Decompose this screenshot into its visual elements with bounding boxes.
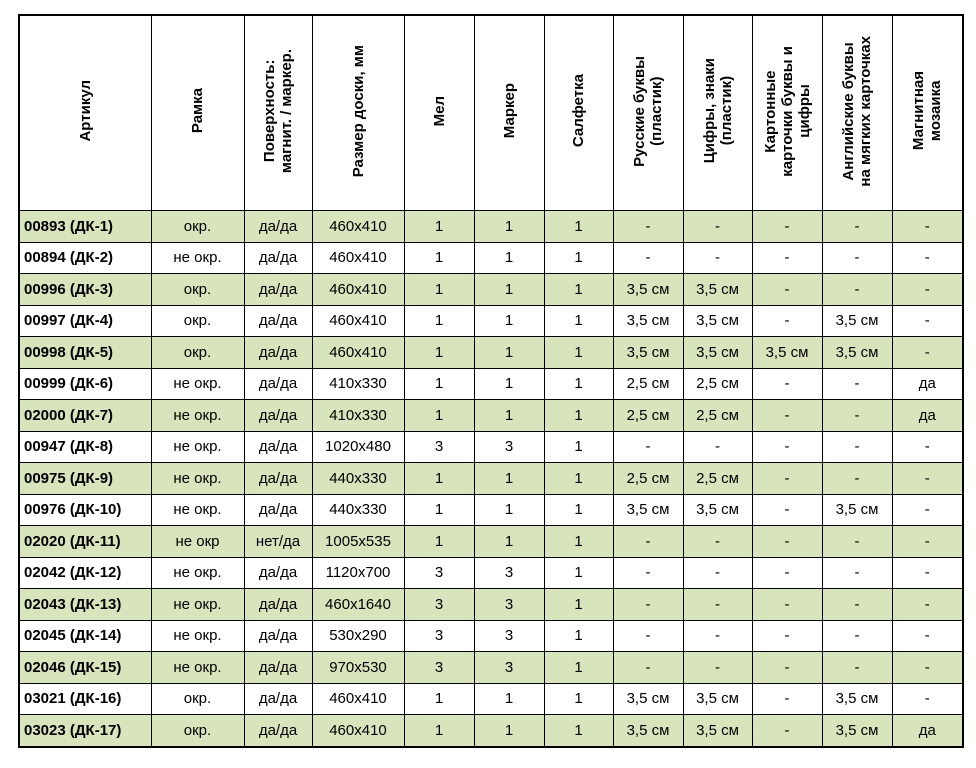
cell-marker: 3 [474,620,544,652]
cell-cardboard-cards: - [752,242,822,274]
header-label: Салфетка [570,74,587,148]
cell-cardboard-cards: - [752,589,822,621]
header-label: Картонные карточки буквы и цифры [761,45,813,177]
cell-surface: да/да [244,305,312,337]
cell-napkin: 1 [544,211,613,243]
cell-napkin: 1 [544,715,613,747]
cell-magnetic-mosaic: - [892,274,963,306]
cell-article: 02042 (ДК-12) [19,557,151,589]
cell-marker: 1 [474,683,544,715]
cell-frame: окр. [151,337,244,369]
header-col-cardboard-cards [752,15,822,211]
cell-english-letters: - [822,274,892,306]
table-row [19,400,963,432]
table-body [19,211,963,747]
header-col-marker [474,15,544,211]
cell-board-size: 1120x700 [312,557,404,589]
cell-magnetic-mosaic: - [892,526,963,558]
cell-english-letters: 3,5 см [822,715,892,747]
cell-chalk: 3 [404,589,474,621]
cell-frame: не окр. [151,463,244,495]
header-label: Размер доски, мм [349,44,367,178]
cell-board-size: 460x410 [312,274,404,306]
cell-frame: окр. [151,683,244,715]
cell-board-size: 1020x480 [312,431,404,463]
cell-cardboard-cards: - [752,400,822,432]
cell-article: 00998 (ДК-5) [19,337,151,369]
table-row [19,274,963,306]
table-row [19,589,963,621]
cell-chalk: 1 [404,337,474,369]
cell-marker: 3 [474,431,544,463]
header-label: Английские буквы на мягких карточках [840,35,874,187]
cell-magnetic-mosaic: - [892,494,963,526]
cell-digits-signs: 2,5 см [683,368,752,400]
cell-surface: да/да [244,683,312,715]
cell-article: 02045 (ДК-14) [19,620,151,652]
cell-board-size: 460x410 [312,337,404,369]
cell-chalk: 1 [404,274,474,306]
cell-frame: не окр. [151,400,244,432]
cell-napkin: 1 [544,463,613,495]
cell-surface: да/да [244,211,312,243]
cell-board-size: 1005x535 [312,526,404,558]
cell-cardboard-cards: - [752,274,822,306]
cell-marker: 1 [474,242,544,274]
cell-frame: не окр. [151,494,244,526]
cell-magnetic-mosaic: - [892,337,963,369]
header-label: Рамка [189,88,206,134]
cell-chalk: 1 [404,305,474,337]
cell-article: 02046 (ДК-15) [19,652,151,684]
cell-magnetic-mosaic: - [892,557,963,589]
cell-napkin: 1 [544,368,613,400]
cell-english-letters: 3,5 см [822,683,892,715]
cell-article: 03023 (ДК-17) [19,715,151,747]
cell-article: 00997 (ДК-4) [19,305,151,337]
cell-board-size: 460x410 [312,683,404,715]
cell-frame: не окр [151,526,244,558]
cell-marker: 1 [474,368,544,400]
cell-chalk: 1 [404,368,474,400]
header-label: Русские буквы (пластик) [631,55,665,167]
header-col-napkin [544,15,613,211]
cell-chalk: 1 [404,683,474,715]
cell-napkin: 1 [544,274,613,306]
cell-article: 03021 (ДК-16) [19,683,151,715]
cell-russian-letters: - [613,242,683,274]
cell-article: 02020 (ДК-11) [19,526,151,558]
cell-marker: 1 [474,494,544,526]
cell-surface: да/да [244,400,312,432]
cell-surface: да/да [244,242,312,274]
cell-cardboard-cards: - [752,715,822,747]
table-row [19,337,963,369]
cell-digits-signs: - [683,211,752,243]
header-col-english-letters [822,15,892,211]
cell-russian-letters: 2,5 см [613,463,683,495]
cell-marker: 3 [474,589,544,621]
cell-napkin: 1 [544,589,613,621]
cell-russian-letters: 3,5 см [613,715,683,747]
cell-digits-signs: - [683,652,752,684]
header-row [19,15,963,211]
cell-digits-signs: - [683,589,752,621]
table-row [19,368,963,400]
cell-russian-letters: 2,5 см [613,400,683,432]
cell-surface: да/да [244,557,312,589]
cell-english-letters: - [822,368,892,400]
cell-russian-letters: 3,5 см [613,494,683,526]
table-header [19,15,963,211]
cell-magnetic-mosaic: - [892,683,963,715]
cell-napkin: 1 [544,242,613,274]
cell-english-letters: - [822,242,892,274]
table-row [19,242,963,274]
cell-english-letters: - [822,652,892,684]
cell-article: 00947 (ДК-8) [19,431,151,463]
cell-english-letters: - [822,620,892,652]
cell-napkin: 1 [544,431,613,463]
cell-napkin: 1 [544,557,613,589]
header-col-frame [151,15,244,211]
cell-frame: не окр. [151,589,244,621]
cell-article: 00894 (ДК-2) [19,242,151,274]
cell-board-size: 440x330 [312,463,404,495]
cell-surface: да/да [244,274,312,306]
cell-article: 00893 (ДК-1) [19,211,151,243]
cell-cardboard-cards: - [752,683,822,715]
table-row [19,494,963,526]
cell-digits-signs: 2,5 см [683,463,752,495]
cell-english-letters: - [822,211,892,243]
cell-marker: 1 [474,274,544,306]
cell-chalk: 3 [404,620,474,652]
cell-cardboard-cards: - [752,431,822,463]
cell-marker: 1 [474,305,544,337]
table-row [19,211,963,243]
table-row [19,652,963,684]
cell-chalk: 1 [404,494,474,526]
cell-digits-signs: 3,5 см [683,305,752,337]
cell-english-letters: 3,5 см [822,337,892,369]
cell-russian-letters: - [613,557,683,589]
header-label: Поверхность: магнит. / маркер. [261,48,295,174]
cell-digits-signs: - [683,242,752,274]
table-row [19,526,963,558]
cell-english-letters: - [822,557,892,589]
cell-napkin: 1 [544,683,613,715]
cell-board-size: 970x530 [312,652,404,684]
cell-russian-letters: 3,5 см [613,274,683,306]
cell-russian-letters: 3,5 см [613,337,683,369]
cell-article: 00975 (ДК-9) [19,463,151,495]
cell-surface: да/да [244,652,312,684]
cell-surface: да/да [244,431,312,463]
cell-magnetic-mosaic: да [892,368,963,400]
cell-russian-letters: - [613,526,683,558]
table-row [19,715,963,747]
cell-board-size: 460x1640 [312,589,404,621]
cell-article: 02000 (ДК-7) [19,400,151,432]
cell-napkin: 1 [544,305,613,337]
cell-marker: 1 [474,337,544,369]
cell-board-size: 530x290 [312,620,404,652]
cell-board-size: 460x410 [312,305,404,337]
cell-chalk: 1 [404,211,474,243]
table-row [19,620,963,652]
cell-frame: окр. [151,274,244,306]
cell-russian-letters: - [613,620,683,652]
cell-digits-signs: 3,5 см [683,683,752,715]
cell-board-size: 460x410 [312,242,404,274]
table-row [19,305,963,337]
cell-board-size: 410x330 [312,368,404,400]
cell-frame: окр. [151,305,244,337]
table-row [19,431,963,463]
cell-digits-signs: - [683,431,752,463]
cell-magnetic-mosaic: - [892,620,963,652]
header-col-surface [244,15,312,211]
cell-cardboard-cards: - [752,652,822,684]
cell-english-letters: 3,5 см [822,494,892,526]
cell-russian-letters: - [613,589,683,621]
cell-napkin: 1 [544,337,613,369]
cell-digits-signs: - [683,557,752,589]
cell-magnetic-mosaic: - [892,211,963,243]
cell-frame: не окр. [151,431,244,463]
cell-board-size: 460x410 [312,715,404,747]
cell-cardboard-cards: - [752,620,822,652]
cell-english-letters: 3,5 см [822,305,892,337]
cell-cardboard-cards: - [752,526,822,558]
cell-digits-signs: 3,5 см [683,337,752,369]
header-col-magnetic-mosaic [892,15,963,211]
cell-cardboard-cards: 3,5 см [752,337,822,369]
cell-frame: не окр. [151,368,244,400]
table-row [19,463,963,495]
cell-article: 00976 (ДК-10) [19,494,151,526]
cell-frame: не окр. [151,557,244,589]
cell-napkin: 1 [544,620,613,652]
cell-english-letters: - [822,526,892,558]
cell-russian-letters: - [613,211,683,243]
cell-chalk: 1 [404,715,474,747]
cell-napkin: 1 [544,400,613,432]
cell-magnetic-mosaic: да [892,715,963,747]
cell-surface: да/да [244,463,312,495]
cell-surface: да/да [244,620,312,652]
product-table [18,14,964,748]
cell-surface: да/да [244,337,312,369]
cell-english-letters: - [822,431,892,463]
cell-chalk: 1 [404,242,474,274]
cell-marker: 1 [474,526,544,558]
cell-marker: 1 [474,715,544,747]
cell-magnetic-mosaic: - [892,305,963,337]
header-col-russian-letters [613,15,683,211]
cell-russian-letters: - [613,431,683,463]
cell-digits-signs: 3,5 см [683,715,752,747]
cell-magnetic-mosaic: - [892,652,963,684]
header-label: Мел [430,95,448,127]
cell-chalk: 1 [404,526,474,558]
header-col-digits-signs [683,15,752,211]
cell-magnetic-mosaic: - [892,242,963,274]
cell-napkin: 1 [544,652,613,684]
cell-english-letters: - [822,463,892,495]
cell-chalk: 1 [404,400,474,432]
cell-article: 00996 (ДК-3) [19,274,151,306]
cell-magnetic-mosaic: да [892,400,963,432]
cell-article: 00999 (ДК-6) [19,368,151,400]
cell-surface: да/да [244,589,312,621]
header-col-article [19,15,151,211]
cell-russian-letters: - [613,652,683,684]
table-row [19,683,963,715]
cell-english-letters: - [822,589,892,621]
table-row [19,557,963,589]
header-label: Магнитная мозаика [910,71,945,151]
cell-chalk: 1 [404,463,474,495]
cell-chalk: 3 [404,652,474,684]
cell-cardboard-cards: - [752,368,822,400]
cell-magnetic-mosaic: - [892,589,963,621]
cell-cardboard-cards: - [752,494,822,526]
cell-digits-signs: 2,5 см [683,400,752,432]
cell-marker: 1 [474,211,544,243]
header-label: Маркер [500,83,518,139]
cell-surface: да/да [244,715,312,747]
header-label: Артикул [76,80,94,142]
cell-marker: 1 [474,463,544,495]
cell-cardboard-cards: - [752,211,822,243]
cell-marker: 3 [474,652,544,684]
cell-cardboard-cards: - [752,305,822,337]
cell-english-letters: - [822,400,892,432]
cell-russian-letters: 3,5 см [613,683,683,715]
cell-frame: окр. [151,211,244,243]
cell-magnetic-mosaic: - [892,431,963,463]
cell-frame: не окр. [151,242,244,274]
cell-article: 02043 (ДК-13) [19,589,151,621]
cell-cardboard-cards: - [752,463,822,495]
cell-cardboard-cards: - [752,557,822,589]
cell-frame: окр. [151,715,244,747]
cell-napkin: 1 [544,494,613,526]
header-label: Цифры, знаки (пластик) [700,58,735,164]
cell-digits-signs: - [683,526,752,558]
cell-magnetic-mosaic: - [892,463,963,495]
cell-board-size: 410x330 [312,400,404,432]
cell-surface: да/да [244,368,312,400]
cell-surface: нет/да [244,526,312,558]
cell-frame: не окр. [151,652,244,684]
header-col-board-size [312,15,404,211]
cell-board-size: 440x330 [312,494,404,526]
cell-chalk: 3 [404,431,474,463]
cell-russian-letters: 3,5 см [613,305,683,337]
header-col-chalk [404,15,474,211]
cell-board-size: 460x410 [312,211,404,243]
cell-chalk: 3 [404,557,474,589]
cell-marker: 1 [474,400,544,432]
cell-digits-signs: 3,5 см [683,274,752,306]
cell-marker: 3 [474,557,544,589]
cell-frame: не окр. [151,620,244,652]
cell-surface: да/да [244,494,312,526]
cell-digits-signs: 3,5 см [683,494,752,526]
cell-napkin: 1 [544,526,613,558]
cell-digits-signs: - [683,620,752,652]
cell-russian-letters: 2,5 см [613,368,683,400]
